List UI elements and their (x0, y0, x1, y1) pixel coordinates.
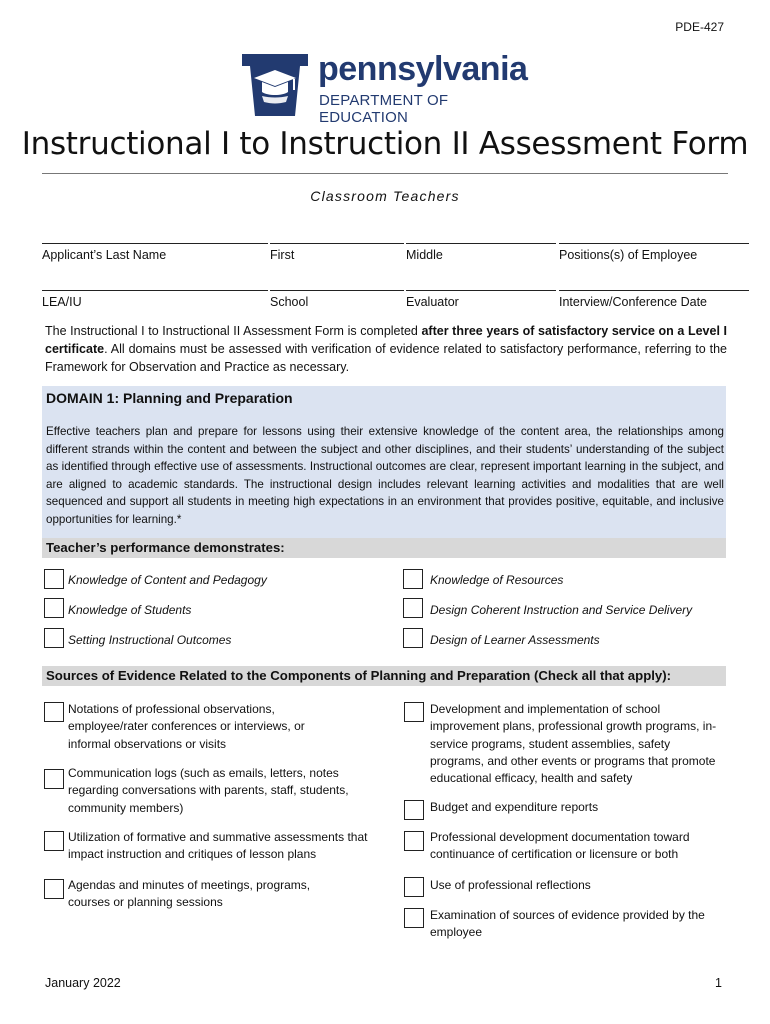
footer-date: January 2022 (45, 976, 121, 990)
first-name-field[interactable] (270, 243, 404, 262)
field-label: Positions(s) of Employee (559, 248, 698, 262)
field-label: Middle (406, 248, 443, 262)
middle-name-field[interactable] (406, 243, 556, 262)
intro-text-bold: after three years of satisfactory service on a Level I certificate (45, 324, 727, 356)
intro-paragraph (45, 322, 727, 376)
checkbox-label: Notations of professional observations, employee/rater conferences or interviews, or informal observations or visits (68, 702, 305, 751)
checkbox-knowledge-resources[interactable] (403, 569, 423, 589)
field-label: School (270, 295, 309, 309)
page-title: Instructional I to Instruction II Assessment Form (21, 126, 749, 162)
performance-heading: Teacher’s performance demonstrates: (42, 538, 726, 558)
checkbox-evidence-budget[interactable] (404, 800, 424, 820)
applicant-last-name-field[interactable] (42, 243, 268, 262)
checkbox-label: Budget and expenditure reports (430, 800, 599, 814)
checkbox-knowledge-students[interactable] (44, 598, 64, 618)
checkbox-evidence-agendas[interactable] (44, 879, 64, 899)
logo-name: pennsylvania (318, 50, 528, 88)
checkbox-label: Design of Learner Assessments (430, 633, 600, 647)
checkbox-label: Use of professional reflections (430, 878, 591, 892)
checkbox-coherent-instruction[interactable] (403, 598, 423, 618)
interview-date-field[interactable] (559, 290, 749, 309)
checkbox-evidence-school-plans[interactable] (404, 702, 424, 722)
field-label: Interview/Conference Date (559, 295, 707, 309)
school-field[interactable] (270, 290, 404, 309)
checkbox-label: Setting Instructional Outcomes (68, 633, 232, 647)
checkbox-evidence-examination[interactable] (404, 908, 424, 928)
field-label: Applicant’s Last Name (42, 248, 167, 262)
evaluator-field[interactable] (406, 290, 556, 309)
checkbox-label: Knowledge of Content and Pedagogy (68, 573, 267, 587)
checkbox-knowledge-content[interactable] (44, 569, 64, 589)
keystone-icon (240, 52, 310, 118)
title-divider (42, 173, 728, 174)
domain-1-box (42, 386, 726, 538)
checkbox-evidence-communication[interactable] (44, 769, 64, 789)
checkbox-instructional-outcomes[interactable] (44, 628, 64, 648)
evidence-heading: Sources of Evidence Related to the Components of Planning and Preparation (Check all that apply): (42, 666, 726, 686)
checkbox-label: Agendas and minutes of meetings, programs, courses or planning sessions (68, 878, 311, 910)
domain-title: DOMAIN 1: Planning and Preparation (46, 390, 293, 406)
checkbox-label: Knowledge of Resources (430, 573, 564, 587)
checkbox-label: Communication logs (such as emails, letters, notes regarding conversations with parents, staff, students, community members) (68, 766, 349, 815)
pde-logo (240, 48, 540, 126)
checkbox-evidence-assessments[interactable] (44, 831, 64, 851)
page-number: 1 (715, 976, 722, 990)
checkbox-label: Utilization of formative and summative assessments that impact instruction and critiques of lesson plans (68, 830, 368, 862)
checkbox-label: Examination of sources of evidence provided by the employee (430, 908, 705, 940)
position-field[interactable] (559, 243, 749, 262)
field-label: First (270, 248, 295, 262)
checkbox-label: Professional development documentation toward continuance of certification or licensure or both (430, 830, 690, 862)
checkbox-evidence-observations[interactable] (44, 702, 64, 722)
intro-text-part1: The Instructional I to Instructional II Assessment Form is completed (45, 324, 422, 338)
lea-iu-field[interactable] (42, 290, 268, 309)
page-subtitle: Classroom Teachers (310, 188, 460, 204)
checkbox-label: Design Coherent Instruction and Service Delivery (430, 603, 693, 617)
field-label: LEA/IU (42, 295, 82, 309)
checkbox-label: Development and implementation of school improvement plans, professional growth programs, in-service programs, student assemblies, safety programs, and other events or programs that promote educational efficacy, health and safety (430, 702, 717, 786)
domain-description: Effective teachers plan and prepare for lessons using their extensive knowledge of the content area, the relationships among different strands within the content and between the subject and other disciplines, and their students’ understanding of the subject as identified through effective use of assessments. Instructional outcomes are clear, represent important learning in the subject, and are aligned to academic standards. The instructional design includes relevant learning activities and modalities that are well sequenced and support all students in meeting high expectations in an environment that provides positive, equitable, and inclusive opportunities for learning.* (46, 425, 724, 526)
field-label: Evaluator (406, 295, 459, 309)
checkbox-evidence-reflections[interactable] (404, 877, 424, 897)
checkbox-learner-assessments[interactable] (403, 628, 423, 648)
intro-text-part2: . All domains must be assessed with verification of evidence related to satisfactory performance, referring to the Framework for Observation and Practice as necessary. (45, 342, 727, 374)
logo-department: DEPARTMENT OF EDUCATION (319, 92, 449, 126)
form-id: PDE-427 (675, 20, 724, 34)
checkbox-label: Knowledge of Students (68, 603, 192, 617)
checkbox-evidence-professional-development[interactable] (404, 831, 424, 851)
